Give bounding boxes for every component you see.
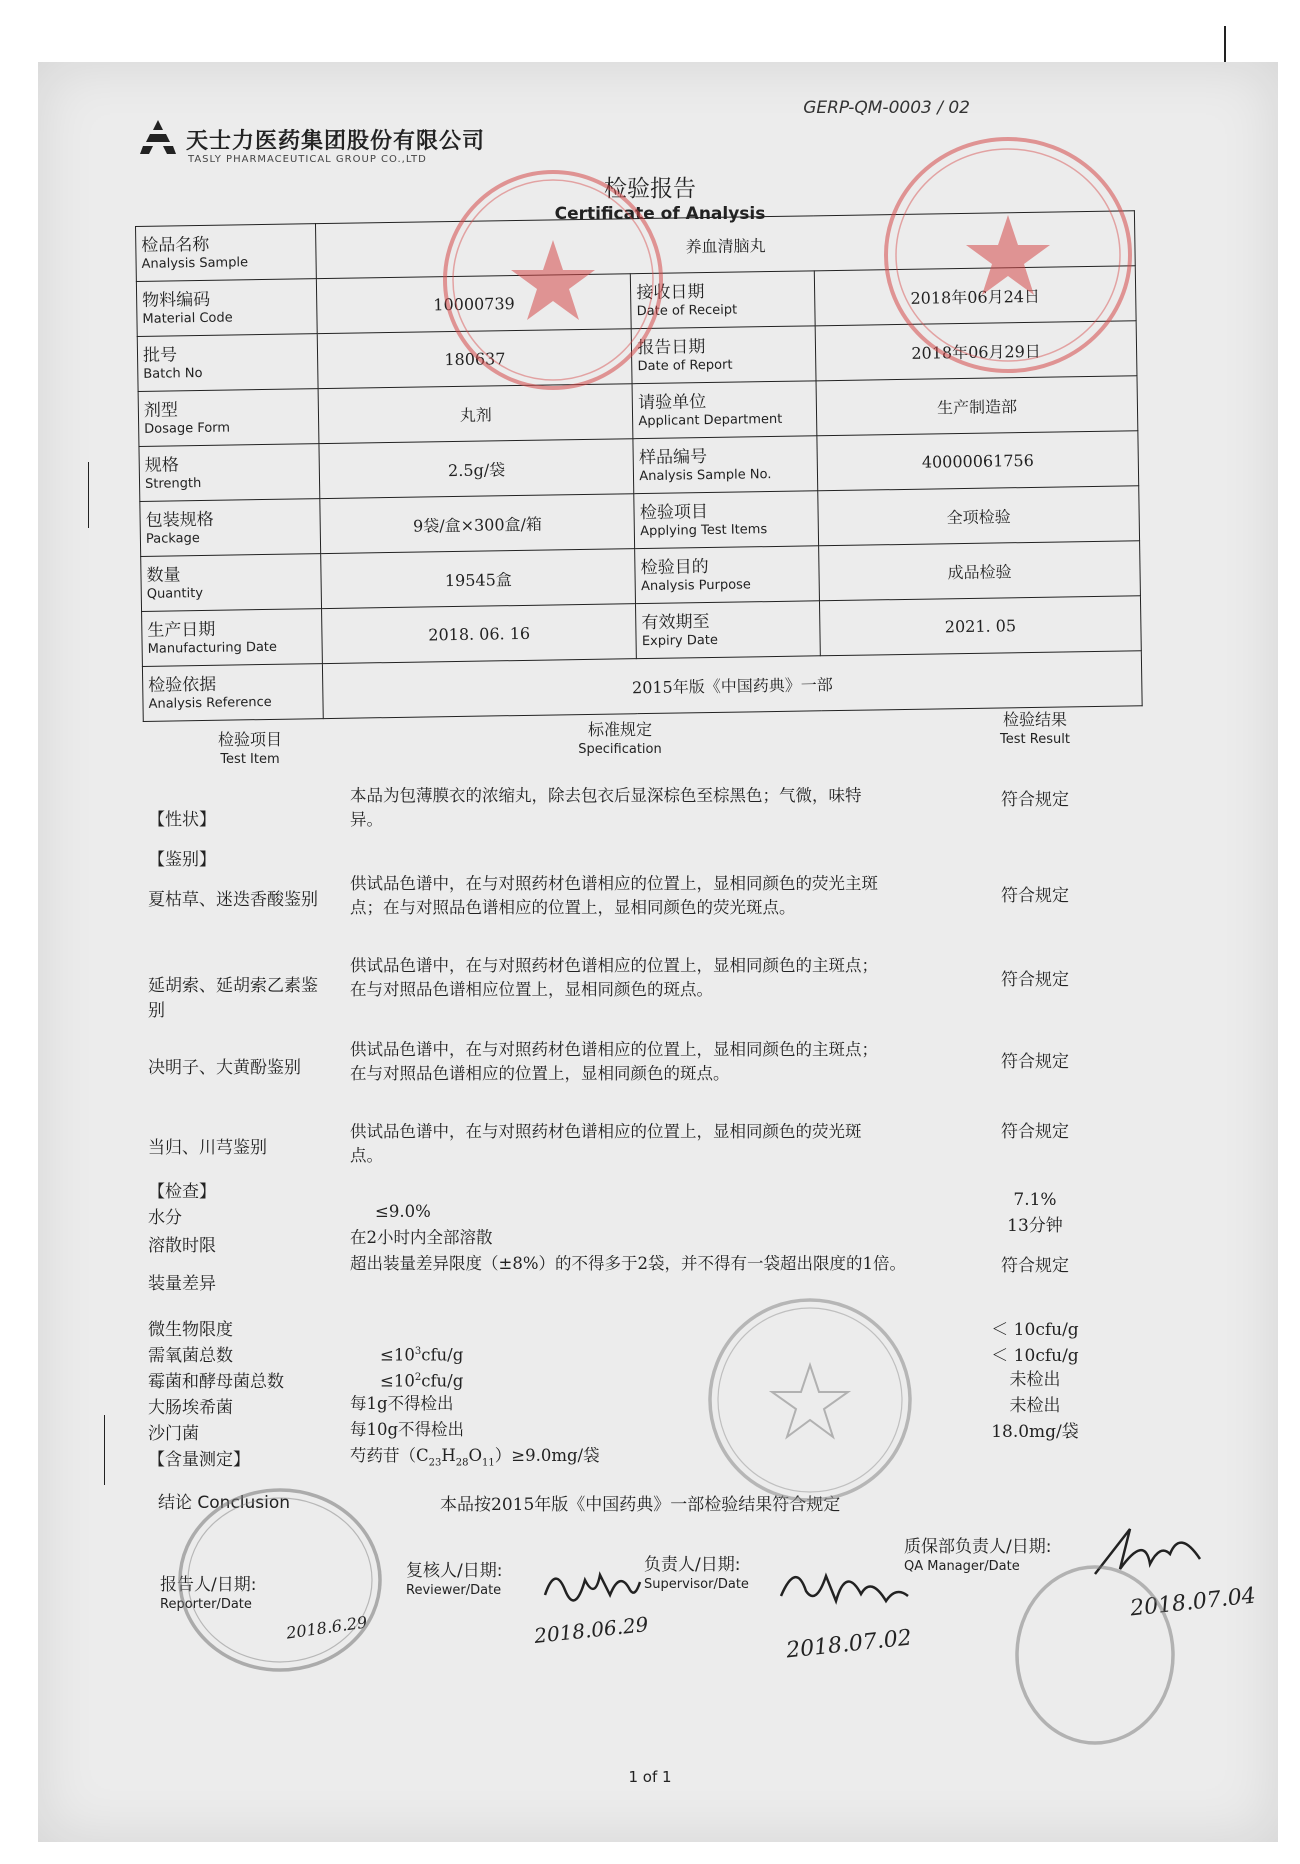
test-item-mold-yeast: 霉菌和酵母菌总数 <box>148 1372 284 1392</box>
spec-disintegration: 在2小时内全部溶散 <box>350 1228 493 1247</box>
spec-part: O <box>468 1446 483 1465</box>
result-ecoli: 未检出 <box>1009 1370 1061 1390</box>
header-test-result <box>960 710 1110 750</box>
company-name-cn: 天士力医药集团股份有限公司 <box>186 129 486 154</box>
label-en: Material Code <box>142 309 233 327</box>
spec-base: ≤10 <box>380 1371 415 1391</box>
label-cell <box>634 491 819 549</box>
scan-mark <box>88 462 89 528</box>
spec-unit: cfu/g <box>421 1345 464 1365</box>
label-cell <box>636 601 821 659</box>
reporter-date: 2018.6.29 <box>285 1612 369 1643</box>
label-en: Analysis Purpose <box>640 576 751 594</box>
label-cn: 规格 <box>144 454 179 476</box>
spec-unit: cfu/g <box>421 1371 464 1391</box>
label-cell <box>142 664 323 722</box>
strength-value: 2.5g/袋 <box>319 439 634 499</box>
header-en: Test Result <box>1000 732 1070 747</box>
label-cell <box>139 444 320 502</box>
label-cn: 负责人/日期: <box>644 1555 741 1575</box>
label-en: Package <box>145 530 200 547</box>
spec-subscript: 28 <box>455 1457 469 1469</box>
label-en: Dosage Form <box>144 420 231 437</box>
spec-exponent: 2 <box>414 1372 422 1383</box>
header-cn: 检验结果 <box>1002 710 1067 729</box>
result-id2: 符合规定 <box>1001 970 1069 990</box>
label-cn: 质保部负责人/日期: <box>904 1537 1052 1557</box>
reference-value: 2015年版《中国药典》一部 <box>323 651 1143 719</box>
result-aerobic: ＜ 10cfu/g <box>991 1320 1079 1340</box>
label-cell <box>136 279 317 337</box>
label-cell <box>142 609 323 667</box>
result-id3: 符合规定 <box>1001 1052 1069 1072</box>
material-code-value: 10000739 <box>317 274 632 334</box>
label-cell <box>141 554 322 612</box>
result-water: 7.1% <box>1013 1190 1057 1210</box>
result-assay: 18.0mg/袋 <box>991 1422 1079 1442</box>
label-en: Analysis Sample No. <box>639 466 772 484</box>
reviewer-signature <box>540 1560 650 1610</box>
spec-id1: 供试品色谱中，在与对照药材色谱相应的位置上，显相同颜色的荧光主斑点；在与对照品色谱相应的位置上，显相同颜色的荧光斑点。 <box>350 874 878 917</box>
scan-mark <box>104 1415 105 1485</box>
scan-mark <box>1224 26 1226 62</box>
label-cn: 请验单位 <box>637 391 707 413</box>
label-cell <box>635 546 820 604</box>
department-value: 生产制造部 <box>816 376 1138 436</box>
label-en: Manufacturing Date <box>147 639 278 657</box>
inspection-seal-stamp <box>878 130 1138 380</box>
report-title-cn: 检验报告 <box>604 176 696 202</box>
label-cn: 检验项目 <box>639 501 709 523</box>
sample-name-value: 养血清脑丸 <box>316 211 1136 279</box>
spec-salmonella: 每10g不得检出 <box>350 1420 465 1439</box>
test-item-id3: 决明子、大黄酚鉴别 <box>148 1058 301 1078</box>
label-en: Reporter/Date <box>160 1597 252 1612</box>
conclusion-text: 本品按2015年版《中国药典》一部检验结果符合规定 <box>440 1495 841 1515</box>
purpose-value: 成品检验 <box>819 541 1141 601</box>
test-item-id4: 当归、川芎鉴别 <box>148 1138 267 1158</box>
label-en: Strength <box>144 475 202 492</box>
label-cn: 报告日期 <box>637 336 706 358</box>
label-en: Expiry Date <box>641 632 719 649</box>
result-id1: 符合规定 <box>1001 886 1069 906</box>
reporter-seal-stamp <box>170 1480 390 1680</box>
test-item-id1: 夏枯草、迷迭香酸鉴别 <box>148 890 318 910</box>
label-cn: 样品编号 <box>638 446 708 468</box>
spec-subscript: 23 <box>428 1457 442 1469</box>
label-en: QA Manager/Date <box>904 1559 1020 1574</box>
label-cn: 包装规格 <box>145 509 214 531</box>
header-cn: 标准规定 <box>587 720 652 739</box>
label-cn: 检品名称 <box>141 234 210 256</box>
label-en: Date of Receipt <box>636 302 738 319</box>
label-cell <box>137 334 318 392</box>
section-identification: 【鉴别】 <box>148 850 216 870</box>
label-en: Batch No <box>143 365 203 382</box>
label-en: Quantity <box>146 585 204 602</box>
expiry-value: 2021. 05 <box>820 596 1142 656</box>
spec-id3: 供试品色谱中，在与对照药材色谱相应的位置上，显相同颜色的主斑点；在与对照品色谱相应的位置上，显相同颜色的斑点。 <box>350 1040 878 1083</box>
spec-subscript: 11 <box>482 1457 495 1469</box>
label-cn: 数量 <box>146 564 181 586</box>
result-id4: 符合规定 <box>1001 1122 1069 1142</box>
label-cn: 物料编码 <box>142 289 211 311</box>
spec-ecoli: 每1g不得检出 <box>350 1394 454 1413</box>
label-en: Analysis Sample <box>141 254 249 272</box>
result-salmonella: 未检出 <box>1009 1396 1061 1416</box>
label-cell <box>633 436 818 494</box>
supervisor-date: 2018.07.02 <box>785 1625 913 1664</box>
header-specification <box>540 720 700 760</box>
supervisor-label <box>644 1554 749 1594</box>
qc-seal-stamp <box>700 1290 920 1510</box>
label-en: Date of Report <box>637 357 733 374</box>
header-en: Test Item <box>220 752 280 767</box>
test-item-salmonella: 沙门菌 <box>148 1424 199 1444</box>
report-title-en: Certificate of Analysis <box>554 204 766 224</box>
spec-weight-variation: 超出装量差异限度（±8%）的不得多于2袋，并不得有一袋超出限度的1倍。 <box>350 1254 906 1273</box>
label-en: Applying Test Items <box>640 521 768 539</box>
spec-part: 芍药苷（C <box>350 1446 429 1465</box>
label-en: Reviewer/Date <box>406 1583 502 1598</box>
spec-id2: 供试品色谱中，在与对照药材色谱相应的位置上，显相同颜色的主斑点；在与对照品色谱相应位置上，显相同颜色的斑点。 <box>350 956 878 999</box>
report-date-value: 2018年06月29日 <box>815 321 1137 381</box>
label-cn: 接收日期 <box>636 281 705 303</box>
test-item-disintegration: 溶散时限 <box>148 1236 216 1256</box>
label-cell <box>136 224 317 282</box>
label-cn: 复核人/日期: <box>406 1561 503 1581</box>
label-cell <box>140 499 321 557</box>
test-item-microbial-limit: 微生物限度 <box>148 1320 233 1340</box>
test-item-ecoli: 大肠埃希菌 <box>148 1398 233 1418</box>
qa-manager-date: 2018.07.04 <box>1129 1583 1257 1622</box>
spec-part: ）≥9.0mg/袋 <box>494 1446 600 1465</box>
label-cn: 生产日期 <box>147 619 216 641</box>
spec-exponent: 3 <box>414 1346 422 1357</box>
result-mold-yeast: ＜ 10cfu/g <box>991 1346 1079 1366</box>
mfg-date-value: 2018. 06. 16 <box>322 604 637 664</box>
company-logo-icon <box>140 118 176 158</box>
test-item-id2: 延胡索、延胡索乙素鉴别 <box>148 976 318 1021</box>
package-value: 9袋/盒×300盒/箱 <box>320 494 635 554</box>
supervisor-signature <box>776 1556 916 1616</box>
reviewer-label <box>406 1560 502 1600</box>
quantity-value: 19545盒 <box>321 549 636 609</box>
label-en: Applicant Department <box>638 411 783 429</box>
test-item-weight-variation: 装量差异 <box>148 1274 216 1294</box>
spec-part: H <box>441 1446 456 1465</box>
sample-no-value: 40000061756 <box>817 431 1139 491</box>
header-en: Specification <box>578 742 662 757</box>
label-cn: 检验依据 <box>148 674 217 696</box>
qa-seal-stamp <box>1010 1560 1180 1750</box>
label-cn: 检验目的 <box>640 556 709 578</box>
label-en: Supervisor/Date <box>644 1577 749 1592</box>
test-item-aerobic: 需氧菌总数 <box>148 1346 233 1366</box>
label-cell <box>138 389 319 447</box>
section-assay: 【含量测定】 <box>148 1450 250 1470</box>
label-cn: 有效期至 <box>641 611 710 633</box>
spec-water: ≤9.0% <box>375 1202 431 1221</box>
result-disintegration: 13分钟 <box>1007 1216 1063 1236</box>
batch-value: 180637 <box>317 329 632 389</box>
spec-characteristics: 本品为包薄膜衣的浓缩丸，除去包衣后显深棕色至棕黑色；气微，味特异。 <box>350 786 862 829</box>
result-characteristics: 符合规定 <box>1001 790 1069 810</box>
test-items-value: 全项检验 <box>818 486 1140 546</box>
company-seal-stamp <box>438 165 668 395</box>
reviewer-date: 2018.06.29 <box>533 1612 650 1648</box>
company-name-en: TASLY PHARMACEUTICAL GROUP CO.,LTD <box>188 154 427 165</box>
conclusion-label: 结论 Conclusion <box>158 1493 291 1513</box>
test-item-water: 水分 <box>148 1208 182 1228</box>
label-en: Analysis Reference <box>148 694 272 712</box>
section-examination: 【检查】 <box>148 1182 216 1202</box>
document-code: GERP-QM-0003 / 02 <box>803 98 970 118</box>
label-cn: 剂型 <box>143 399 179 421</box>
page-number: 1 of 1 <box>628 1768 672 1786</box>
spec-id4: 供试品色谱中，在与对照药材色谱相应的位置上，显相同颜色的荧光斑点。 <box>350 1122 862 1165</box>
label-cn: 批号 <box>142 344 178 366</box>
dosage-form-value: 丸剂 <box>318 384 633 444</box>
spec-base: ≤10 <box>380 1345 415 1365</box>
section-characteristics: 【性状】 <box>148 810 216 830</box>
header-cn: 检验项目 <box>217 730 282 749</box>
label-cn: 报告人/日期: <box>160 1575 257 1595</box>
receipt-date-value: 2018年06月24日 <box>814 266 1136 326</box>
header-test-item <box>175 730 325 770</box>
result-weight-variation: 符合规定 <box>1001 1256 1069 1276</box>
